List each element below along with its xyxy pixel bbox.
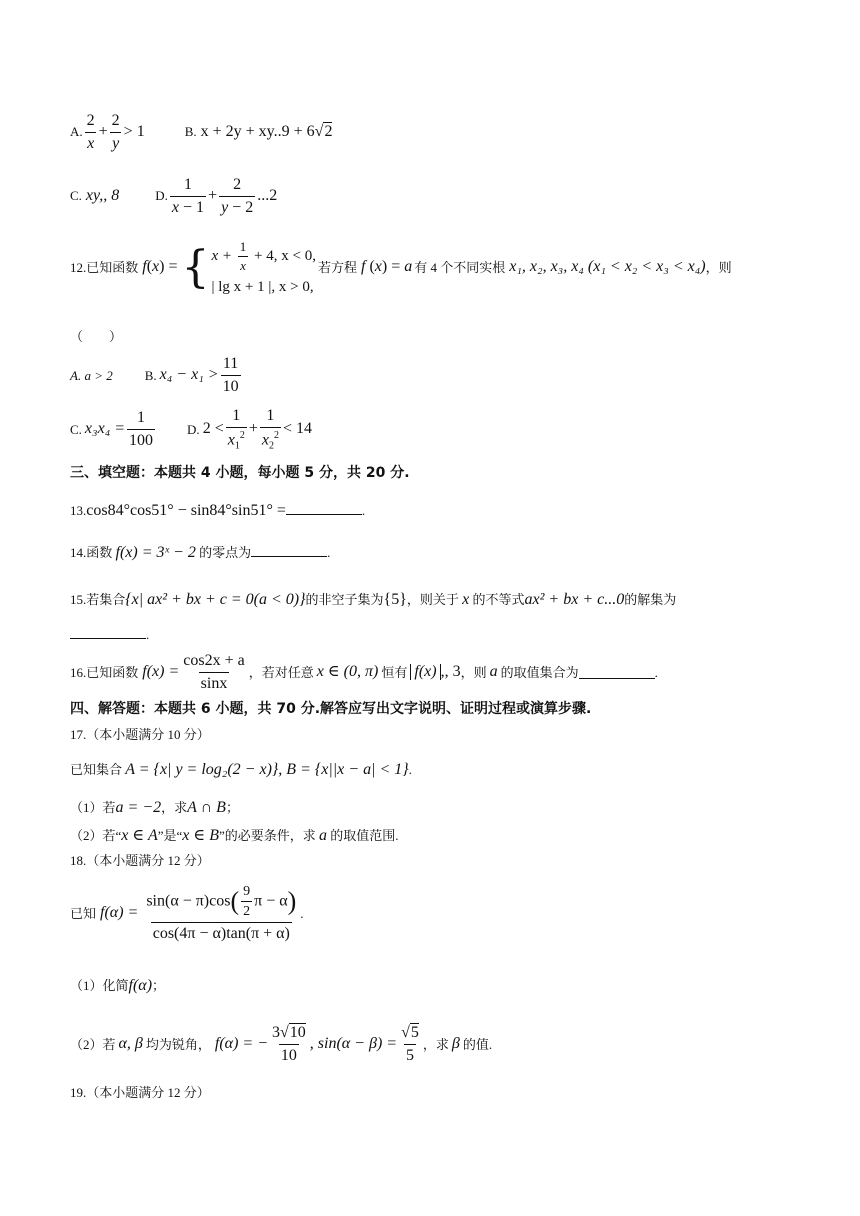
- q12-row-cd: C. x₃x₄ = $\frac{1}{100}$ D. 2 < $\frac{1}{x_1^2}$ + $\frac{1}{x_2^2}$ < 14: [70, 407, 312, 452]
- q16-abs-f: f(x): [410, 664, 440, 680]
- q12-option-d-post: < 14: [282, 420, 312, 438]
- q12-option-c-expr: x₃x₄ =: [84, 420, 126, 438]
- q15-set: {x| ax² + bx + c = 0(a < 0)}: [125, 591, 306, 608]
- q12-roots: x₁, x₂, x₃, x₄: [509, 258, 584, 276]
- q12-stem: 12.已知函数 f(x) = { x + $\frac{1}{x}$ + 4, x < 0, | lg x + 1 |, x > 0, 若方程 f (x) = a 有 4 个不同实根 x₁, x₂, x₃, x₄ (x₁ < x₂ < x₃ < x₄) ，则: [70, 239, 732, 295]
- q17-part-1: （1）若a = −2，求A ∩ B；: [70, 799, 239, 816]
- q12-option-d-pre: 2 <: [202, 420, 224, 438]
- q18-frac-sin: $\frac{√5}{5}$: [401, 1024, 419, 1064]
- q11-option-b-root: 2: [324, 122, 333, 140]
- q12-option-c-label: C.: [70, 421, 82, 437]
- q17-head: 17.（本小题满分 10 分）: [70, 727, 210, 742]
- q12-mid: 若方程: [317, 259, 357, 275]
- q16-domain: x ∈ (0, π): [316, 663, 379, 681]
- q12-option-b-label: B.: [144, 367, 157, 383]
- q16: 16.已知函数 f(x) = $\frac{\cos 2x + a}{\sin x}$ ，若对任意 x ∈ (0, π) 恒有 f(x) ,, 3 ，则 a 的取值集合为 .: [70, 652, 658, 692]
- q11-option-d-label: D.: [155, 187, 168, 203]
- q14-blank[interactable]: [251, 544, 327, 557]
- q16-blank[interactable]: [579, 666, 655, 679]
- q13-expr: cos84°cos51° − sin84°sin51° =: [86, 502, 286, 519]
- q18-part-1: （1）化简f(α)；: [70, 977, 166, 994]
- q12-piece-1: x + $\frac{1}{x}$ + 4, x < 0,: [211, 239, 316, 274]
- q15-blank[interactable]: [70, 626, 146, 639]
- q15-subset: {5}: [383, 591, 407, 608]
- q13-blank[interactable]: [286, 502, 362, 515]
- q12-option-d-frac2: $\frac{1}{x_2^2}$: [261, 407, 279, 452]
- q17-sets: A = {x| y = log₂(2 − x)}, B = {x||x − a| < 1}: [125, 761, 409, 778]
- q14: 14.函数 f(x) = 3ˣ − 2 的零点为 .: [70, 544, 331, 561]
- q18-frac-cos: $\frac{3√10}{10}$: [272, 1024, 306, 1064]
- q18-frac: sin(α − π)cos( $\frac{9}{2}$ π − α) cos(4π − α)tan(π + α): [146, 884, 297, 942]
- q11-option-b-expr: x + 2y + xy..9 + 6: [200, 122, 315, 140]
- q12-row-ab: [70, 355, 243, 395]
- q12-piecewise: { x + $\frac{1}{x}$ + 4, x < 0, | lg x + 1 |, x > 0,: [181, 239, 316, 295]
- section-3-title: 三、填空题：本题共 4 小题，每小题 5 分，共 20 分.: [70, 465, 410, 481]
- q15: 15.若集合{x| ax² + bx + c = 0(a < 0)}的非空子集为{5}，则关于 x 的不等式ax² + bx + c...0的解集为: [70, 591, 677, 608]
- q12-piece-2: | lg x + 1 |, x > 0,: [211, 278, 314, 295]
- q15-answer-line: .: [70, 626, 149, 641]
- q12-option-a: A. a > 2: [70, 367, 113, 383]
- q12-tail: ，则: [705, 259, 732, 275]
- q11-option-c-expr: xy,, 8: [85, 186, 120, 204]
- q12-prefix: 12.已知函数: [70, 259, 139, 275]
- q11-option-a-frac1: $\frac{2}{x}$: [86, 112, 95, 152]
- q11-option-d-tail: ...2: [257, 186, 278, 204]
- q12-option-b-expr: x₄ − x₁ >: [159, 366, 219, 384]
- q15-inequality: ax² + bx + c...0: [524, 591, 625, 608]
- q11-option-c-label: C.: [70, 187, 82, 203]
- q18-stem: 已知 f(α) = sin(α − π)cos( $\frac{9}{2}$ π − α) cos(4π − α)tan(π + α) .: [70, 884, 304, 942]
- section-4-title: 四、解答题：本题共 6 小题，共 70 分.解答应写出文字说明、证明过程或演算步骤.: [70, 701, 592, 717]
- q17-part-2: （2）若“x ∈ A”是“x ∈ B”的必要条件，求 a 的取值范围.: [70, 827, 399, 844]
- q18-head: 18.（本小题满分 12 分）: [70, 853, 210, 868]
- q12-option-d-frac1: $\frac{1}{x_1^2}$: [227, 407, 245, 452]
- q12-order: (x₁ < x₂ < x₃ < x₄): [587, 258, 706, 276]
- q11-option-b-label: B.: [184, 123, 197, 139]
- q12-mid2: 有 4 个不同实根: [414, 259, 506, 275]
- q14-expr: f(x) = 3ˣ − 2: [115, 544, 196, 561]
- q11-row-cd: C. xy,, 8 D. $\frac{1}{x - 1}$ + $\frac{2}{y - 2}$ ...2: [70, 176, 278, 216]
- q12-paren: （ ）: [70, 329, 123, 344]
- q13: 13.cos84°cos51° − sin84°sin51° = .: [70, 502, 366, 519]
- q11-option-a-label: A.: [70, 123, 83, 139]
- q11-option-d-frac2: $\frac{2}{y - 2}$: [221, 176, 254, 216]
- q17-stem: 已知集合 A = {x| y = log₂(2 − x)}, B = {x||x − a| < 1}.: [70, 761, 412, 778]
- q11-row-ab: A. $\frac{2}{x}$ + $\frac{2}{y}$ > 1 B. x + 2y + xy..9 + 6√2: [70, 112, 333, 152]
- q16-frac: $\frac{\cos 2x + a}{\sin x}$: [183, 652, 245, 692]
- q11-option-a-frac2: $\frac{2}{y}$: [111, 112, 120, 152]
- q18-part-2: （2）若 α, β 均为锐角， f(α) = − $\frac{3√10}{10}$ , sin(α − β) = $\frac{√5}{5}$ ，求 β 的值.: [70, 1024, 493, 1064]
- q12-option-d-label: D.: [187, 421, 200, 437]
- q12-option-b-frac: $\frac{11}{10}$: [222, 355, 239, 395]
- q19-head: 19.（本小题满分 12 分）: [70, 1085, 210, 1100]
- q11-option-d-frac1: $\frac{1}{x - 1}$: [171, 176, 205, 216]
- q12-option-c-frac: $\frac{1}{100}$: [129, 408, 154, 449]
